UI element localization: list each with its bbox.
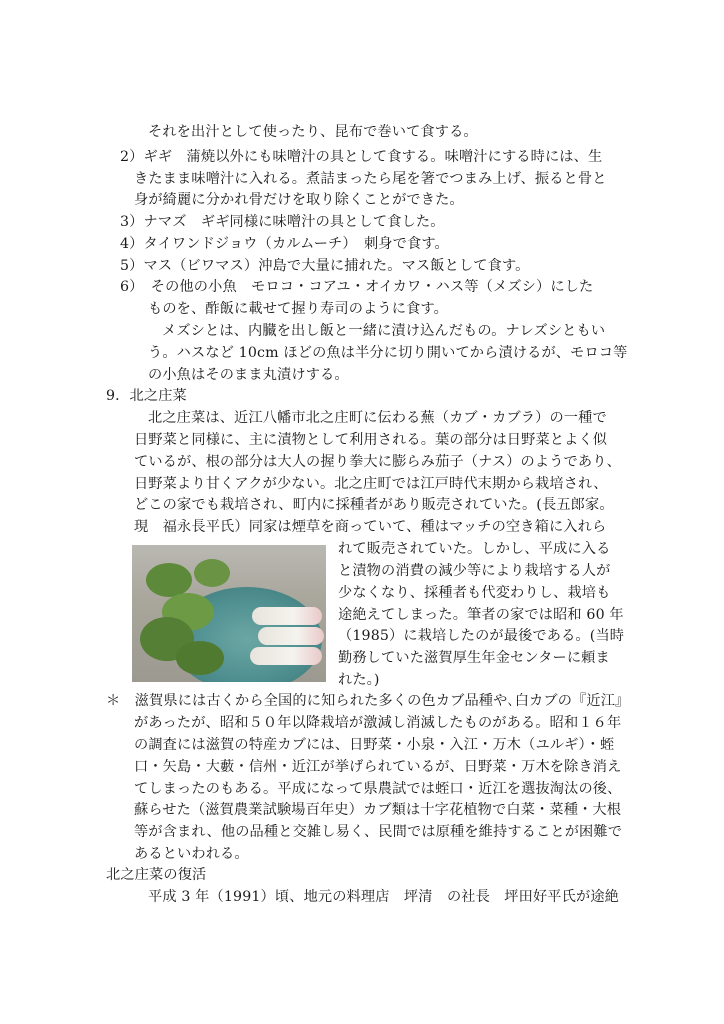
list-item-small-fish: 6） その他の小魚 モロコ・コアユ・オイカワ・ハス等（メズシ）にした: [120, 279, 594, 295]
section-heading-kitanoshona: 9．北之庄菜: [106, 388, 187, 404]
text-line: があったが、昭和５０年以降栽培が激減し消滅したものがある。昭和１６年: [134, 715, 622, 731]
text-line: れて販売されていた。しかし、平成に入る: [338, 541, 611, 557]
text-line: う。ハスなど 10cm ほどの魚は半分に切り開いてから漬けるが、モロコ等: [148, 345, 628, 361]
text-line: ているが、根の部分は大人の握り拳大に膨らみ茄子（ナス）のようであり、: [134, 454, 621, 470]
text-line: 等が含まれ、他の品種と交雑し易く、民間では原種を維持することが困難で: [134, 824, 623, 840]
text-line: きたまま味噌汁に入れる。煮詰まったら尾を箸でつまみ上げ、振ると骨と: [134, 171, 607, 187]
list-item-masu: 5）マス（ビワマス）沖島で大量に捕れた。マス飯として食す。: [120, 258, 530, 274]
text-line: 日野菜と同様に、主に漬物として利用される。葉の部分は日野菜とよく似: [134, 432, 608, 448]
list-item-namazu: 3）ナマズ ギギ同様に味噌汁の具として食した。: [120, 214, 445, 230]
text-line: メズシとは、内臓を出し飯と一緒に漬け込んだもの。ナレズシともい: [162, 323, 606, 339]
text-line: ものを、酢飯に載せて握り寿司のように食す。: [148, 301, 448, 317]
text-line: 蘇らせた（滋賀農業試験場百年史）カブ類は十字花植物で白菜・菜種・大根: [134, 802, 622, 818]
text-line: の調査には滋賀の特産カブには、日野菜・小泉・入江・万木（ユルギ）・蛭: [134, 737, 615, 753]
section-heading-revival: 北之庄菜の復活: [106, 867, 207, 883]
text-line: の小魚はそのまま丸漬けする。: [148, 367, 349, 383]
list-item-gigi: 2）ギギ 蒲焼以外にも味噌汁の具として食する。味噌汁にする時には、生: [120, 149, 603, 165]
text-line: （1985）に栽培したのが最後である。(当時: [338, 628, 625, 644]
text-line: と漬物の消費の減少等により栽培する人が: [338, 563, 611, 579]
kitanoshona-photo: [132, 545, 326, 682]
text-line: 少なくなり、採種者も代変わりし、栽培も: [338, 585, 611, 601]
text-line: 現 福永長平氏）同家は煙草を商っていて、種はマッチの空き箱に入れら: [134, 519, 607, 535]
text-line: 口・矢島・大藪・信州・近江が挙げられているが、日野菜・万木を除き消え: [134, 759, 622, 775]
text-line: 途絶えてしまった。筆者の家では昭和 60 年: [338, 607, 624, 623]
text-line: 身が綺麗に分かれ骨だけを取り除くことができた。: [134, 192, 464, 208]
text-line: 平成 3 年（1991）頃、地元の料理店 坪清 の社長 坪田好平氏が途絶: [148, 889, 619, 905]
text-line: それを出汁として使ったり、昆布で巻いて食する。: [148, 124, 478, 140]
text-line: れた。): [338, 672, 380, 688]
list-item-taiwandojou: 4）タイワンドジョウ（カルムーチ） 刺身で食す。: [120, 236, 449, 252]
text-line: てしまったのもある。平成になって県農試では蛭口・近江を選抜淘汰の後、: [134, 781, 622, 797]
note-paragraph: ＊ 滋賀県には古くから全国的に知られた多くの色カブ品種や､白カブの『近江』: [106, 693, 630, 709]
text-line: どこの家でも栽培され、町内に採種者があり販売されていた。(長五郎家。: [134, 497, 614, 513]
text-line: 日野菜より甘くアクが少ない。北之庄町では江戸時代末期から栽培され、: [134, 476, 608, 492]
text-line: 勤務していた滋賀厚生年金センターに頼ま: [338, 650, 610, 666]
text-line: あるといわれる。: [134, 846, 249, 862]
text-line: 北之庄菜は、近江八幡市北之庄町に伝わる蕪（カブ・カブラ）の一種で: [148, 410, 607, 426]
